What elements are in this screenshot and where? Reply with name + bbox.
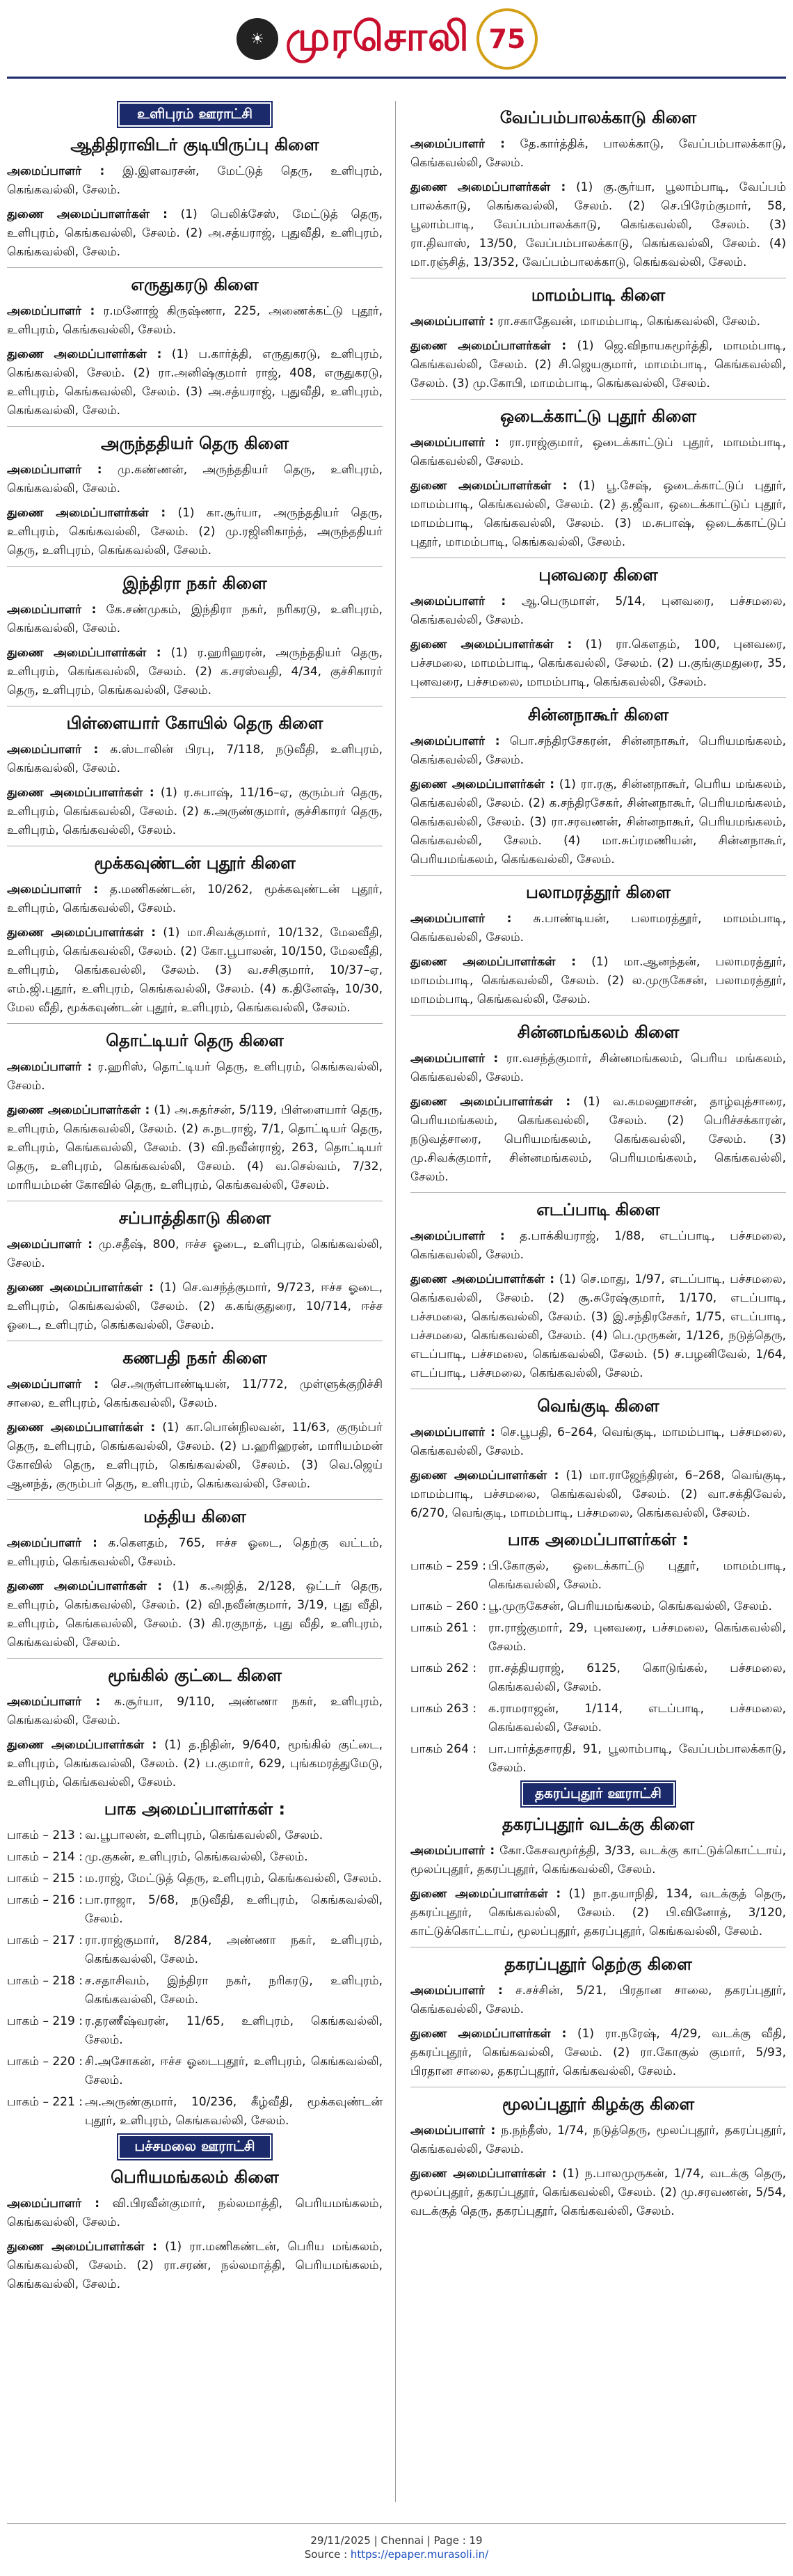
anniversary-badge: 75 — [476, 8, 538, 70]
member-details: ரா.ராஜ்குமார், ஒடைக்காட்டுப் புதூர், மாமம்பாடி, கெங்கவல்லி, சேலம். — [410, 436, 786, 468]
page-footer — [0, 2534, 793, 2561]
article-columns — [7, 101, 786, 2502]
role-label: துணை அமைப்பாளர்கள் : — [410, 1272, 555, 1286]
member-entry — [410, 732, 786, 770]
branch-heading: ஆதிதிராவிடர் குடியிருப்பு கிளை — [70, 135, 319, 155]
role-label: அமைப்பாளர் : — [410, 734, 500, 748]
branch-separator — [7, 1499, 383, 1500]
booth-number: பாகம் – 214 : — [7, 1850, 83, 1864]
panchayat-heading: தகரப்புதூர் ஊராட்சி — [520, 1780, 676, 1808]
masthead — [0, 0, 793, 70]
member-details: (1) ரா.நரேஷ், 4/29, வடக்கு வீதி, தகரப்புதூர், கெங்கவல்லி, சேலம். (2) ரா.கோகுல் குமார், 5/93, பிரதான சாலை, தகரப்புதூர், கெங்கவல்லி, சேலம். — [410, 2027, 786, 2078]
member-details: (1) பெலிக்சேஸ், மேட்டுத் தெரு, உளிபுரம், கெங்கவல்லி, சேலம். (2) அ.சத்யராஜ், புதுவீதி, உளிபுரம், கெங்கவல்லி, சேலம். — [7, 207, 383, 259]
booth-number: பாகம் – 221 : — [7, 2095, 83, 2109]
role-label: துணை அமைப்பாளர்கள் : — [410, 180, 566, 194]
member-entry — [7, 601, 383, 638]
branch-heading: மத்திய கிளை — [143, 1507, 246, 1526]
member-details: (1) ந.பாலமுருகன், 1/74, வடக்கு தெரு, மூலப்புதூர், தகரப்புதூர், கெங்கவல்லி, சேலம். (2) மு.சரவணன், 5/54, வடக்குத் தெரு, தகரப்புதூர், கெங்கவல்லி, சேலம். — [410, 2167, 786, 2218]
header-rule — [7, 77, 786, 79]
role-label: அமைப்பாளர் : — [7, 463, 102, 477]
booth-entry — [7, 1826, 383, 1845]
member-details: (1) க.அஜித், 2/128, ஒட்டர் தெரு, உளிபுரம், கெங்கவல்லி, சேலம். (2) வி.நவீன்குமார், 3/19, புது வீதி, உளிபுரம், கெங்கவல்லி, சேலம். (3) கி.ரகுநாத், புது வீதி, உளிபுரம், கெங்கவல்லி, சேலம். — [7, 1579, 383, 1650]
member-details: பொ.சந்திரசேகரன், சின்னநாகூர், பெரியமங்கலம், கெங்கவல்லி, சேலம். — [410, 734, 786, 767]
member-details: கே.சண்முகம், இந்திரா நகர், நரிகரடு, உளிபுரம், கெங்கவல்லி, சேலம். — [7, 603, 383, 635]
member-entry — [410, 1093, 786, 1187]
role-label: அமைப்பாளர் : — [410, 1229, 505, 1243]
member-entry — [410, 592, 786, 630]
member-details: (1) த.நிதின், 9/640, மூங்கில் குட்டை, உளிபுரம், கெங்கவல்லி, சேலம். (2) ப.குமார், 629, புங்கமரத்துமேடு, உளிபுரம், கெங்கவல்லி, சேலம். — [7, 1738, 383, 1789]
role-label: அமைப்பாளர் : — [7, 603, 97, 617]
branch-heading: மூக்கவுண்டன் புதூர் கிளை — [94, 853, 296, 873]
booth-entry — [7, 2053, 383, 2090]
role-label: அமைப்பாளர் : — [7, 2197, 100, 2211]
member-entry — [7, 205, 383, 262]
member-details: (1) மா.ராஜேந்திரன், 6–268, வெங்குடி, மாமம்பாடி, பச்சமலை, கெங்கவல்லி, சேலம். (2) வா.சக்திவேல், 6/270, வெங்குடி, மாமம்பாடி, பச்சமலை, கெங்கவல்லி, சேலம். — [410, 1469, 786, 1520]
branch-heading: தகரப்புதூர் தெற்கு கிளை — [504, 1954, 692, 1974]
newspaper-title: முரசொலி — [285, 13, 470, 60]
branch-separator — [7, 1658, 383, 1659]
branch-heading: எருதுகரடு கிளை — [131, 275, 259, 294]
branch-heading: எடப்பாடி கிளை — [536, 1200, 660, 1219]
role-label: அமைப்பாளர் : — [7, 1536, 97, 1550]
branch-heading: பாக அமைப்பாளர்கள் : — [507, 1530, 689, 1549]
booth-entry — [7, 1891, 383, 1929]
member-details: (1) செ.வசந்த்குமார், 9/723, ஈச்ச ஓடை, உளிபுரம், கெங்கவல்லி, சேலம். (2) க.கங்குதுரை, 10/714, ஈச்ச ஓடை, உளிபுரம், கெங்கவல்லி, சேலம். — [7, 1281, 383, 1332]
member-entry — [410, 178, 786, 272]
member-details: (1) ரா.ரகு, சின்னநாகூர், பெரிய மங்கலம், கெங்கவல்லி, சேலம். (2) க.சந்திரசேகர், சின்னநாகூர், பெரியமங்கலம், கெங்கவல்லி, சேலம். (3) ரா.சரவணன், சின்னநாகூர், பெரியமங்கலம், கெங்கவல்லி, சேலம். (4) மா.சுப்ரமணியன், சின்னநாகூர், பெரியமங்கலம், கெங்கவல்லி, சேலம். — [410, 777, 786, 867]
branch-heading: வெங்குடி கிளை — [537, 1396, 659, 1416]
member-entry — [7, 784, 383, 840]
panchayat-heading: உளிபுரம் ஊராட்சி — [117, 101, 273, 128]
member-details: ரா.வசந்த்குமார், சின்னமங்கலம், பெரிய மங்கலம், கெங்கவல்லி, சேலம். — [410, 1052, 786, 1084]
booth-number: பாகம் – 218 : — [7, 1974, 83, 1988]
booth-entry — [7, 2093, 383, 2131]
role-label: அமைப்பாளர் : — [7, 1695, 101, 1709]
member-details: க.கௌதம், 765, ஈச்ச ஓடை, தெற்கு வட்டம், உளிபுரம், கெங்கவல்லி, சேலம். — [7, 1536, 383, 1569]
role-label: அமைப்பாளர் : — [410, 594, 506, 608]
booth-entry — [410, 1700, 786, 1737]
member-entry — [7, 345, 383, 420]
booth-entry — [7, 1848, 383, 1867]
role-label: அமைப்பாளர் : — [7, 1060, 93, 1074]
member-entry — [7, 1419, 383, 1494]
member-entry — [410, 775, 786, 869]
role-label: துணை அமைப்பாளர்கள் : — [7, 2240, 157, 2254]
panchayat-heading: பச்சமலை ஊராட்சி — [117, 2133, 273, 2160]
member-entry — [410, 1467, 786, 1523]
branch-heading: சப்பாத்திகாடு கிளை — [118, 1208, 271, 1228]
branch-heading: பாக அமைப்பாளர்கள் : — [104, 1799, 286, 1819]
member-details: ர.மனோஜ் கிருஷ்ணா, 225, அணைக்கட்டு புதூர், உளிபுரம், கெங்கவல்லி, சேலம். — [7, 304, 383, 337]
member-entry — [7, 2238, 383, 2294]
branch-separator — [7, 267, 383, 268]
footer-source-label: Source : — [304, 2548, 351, 2561]
booth-entry — [410, 1740, 786, 1778]
role-label: துணை அமைப்பாளர்கள் : — [7, 1579, 163, 1593]
role-label: துணை அமைப்பாளர்கள் : — [410, 1887, 561, 1901]
role-label: துணை அமைப்பாளர்கள் : — [7, 207, 168, 221]
member-entry — [410, 1227, 786, 1265]
member-entry — [7, 1058, 383, 1096]
role-label: அமைப்பாளர் : — [410, 1425, 495, 1439]
masthead-logo — [237, 8, 538, 70]
member-entry — [410, 337, 786, 393]
booth-entry — [410, 1597, 786, 1616]
member-entry — [7, 1693, 383, 1730]
booth-organiser: மு.குகன், உளிபுரம், கெங்கவல்லி, சேலம். — [85, 1850, 308, 1864]
role-label: துணை அமைப்பாளர்கள் : — [410, 638, 572, 651]
branch-separator — [410, 875, 786, 876]
member-details: கோ.கேசவமூர்த்தி, 3/33, வடக்கு காட்டுக்கொட்டாய், மூலப்புதூர், தகரப்புதூர், கெங்கவல்லி, சேலம். — [410, 1844, 786, 1876]
member-entry — [7, 461, 383, 498]
role-label: துணை அமைப்பாளர்கள் : — [7, 1281, 154, 1295]
branch-separator — [410, 399, 786, 400]
branch-heading: அருந்ததியர் தெரு கிளை — [100, 434, 289, 453]
booth-organiser: ரா.ராஜ்குமார், 8/284, அண்ணா நகர், உளிபுரம், கெங்கவல்லி, சேலம். — [85, 1934, 383, 1966]
role-label: துணை அமைப்பாளர்கள் : — [7, 926, 157, 940]
booth-organiser: பா.ராஜா, 5/68, நடுவீதி, உளிபுரம், கெங்கவல்லி, சேலம். — [85, 1893, 383, 1926]
member-entry — [410, 2165, 786, 2221]
member-entry — [7, 1736, 383, 1792]
member-entry — [410, 1270, 786, 1383]
role-label: துணை அமைப்பாளர்கள் : — [7, 1738, 157, 1752]
member-details: ஆ.பெருமாள், 5/14, புனவரை, பச்சமலை, கெங்கவல்லி, சேலம். — [410, 594, 786, 627]
role-label: துணை அமைப்பாளர்கள் : — [410, 1095, 571, 1109]
member-details: க.ஸ்டாலின் பிரபு, 7/118, நடுவீதி, உளிபுரம், கெங்கவல்லி, சேலம். — [7, 743, 383, 775]
booth-entry — [7, 1870, 383, 1888]
booth-number: பாகம் – 219 : — [7, 2014, 83, 2028]
member-details: (1) ர.சுபாஷ், 11/16–ஏ, குரும்பர் தெரு, உளிபுரம், கெங்கவல்லி, சேலம். (2) க.அருண்குமார், குச்சிகாரர் தெரு, உளிபுரம், கெங்கவல்லி, சேலம். — [7, 786, 383, 837]
member-details: தே.கார்த்திக், பாலக்காடு, வேப்பம்பாலக்காடு, கெங்கவல்லி, சேலம். — [410, 137, 786, 170]
column-divider — [395, 101, 396, 2502]
role-label: துணை அமைப்பாளர்கள் : — [7, 1421, 156, 1435]
member-details: (1) ர.ஹரிஹரன், அருந்ததியர் தெரு, உளிபுரம், கெங்கவல்லி, சேலம். (2) க.சரஸ்வதி, 4/34, குச்சிகாரர் தெரு, உளிபுரம், கெங்கவல்லி, சேலம். — [7, 646, 383, 697]
booth-number: பாகம் 264 : — [410, 1742, 477, 1756]
role-label: அமைப்பாளர் : — [410, 912, 512, 926]
role-label: துணை அமைப்பாளர்கள் : — [410, 479, 568, 493]
role-label: அமைப்பாளர் : — [7, 1377, 99, 1391]
member-details: மு.சதீஷ், 800, ஈச்ச ஓடை, உளிபுரம், கெங்கவல்லி, சேலம். — [7, 1238, 383, 1270]
member-details: (1) கா.சூர்யா, அருந்ததியர் தெரு, உளிபுரம், கெங்கவல்லி, சேலம். (2) மு.ரஜினிகாந்த், அருந்ததியர் தெரு, உளிபுரம், கெங்கவல்லி, சேலம். — [7, 506, 383, 558]
branch-separator — [7, 426, 383, 427]
branch-separator — [7, 566, 383, 567]
branch-heading: தொட்டியர் தெரு கிளை — [106, 1031, 284, 1050]
role-label: அமைப்பாளர் : — [7, 883, 99, 896]
member-details: (1) செ.மாது, 1/97, எடப்பாடி, பச்சமலை, கெங்கவல்லி, சேலம். (2) சூ.சுரேஷ்குமார், 1/170, எடப்பாடி, பச்சமலை, கெங்கவல்லி, சேலம். (3) இ.சந்திரசேகர், 1/75, எடப்பாடி, பச்சமலை, கெங்கவல்லி, சேலம். (4) பெ.முருகன், 1/126, நடுத்தெரு, எடப்பாடி, பச்சமலை, கெங்கவல்லி, சேலம். (5) ச.பழனிவேல், 1/64, எடப்பாடி, பச்சமலை, கெங்கவல்லி, சேலம். — [410, 1272, 786, 1380]
branch-heading: பிள்ளையார் கோயில் தெரு கிளை — [66, 713, 323, 733]
booth-entry — [410, 1619, 786, 1657]
booth-entry — [410, 1659, 786, 1697]
member-entry — [410, 953, 786, 1009]
right-column — [410, 101, 786, 2502]
role-label: அமைப்பாளர் : — [410, 436, 499, 450]
booth-organiser: அ.அருண்குமார், 10/236, கீழ்வீதி, மூக்கவுண்டன் புதூர், உளிபுரம், கெங்கவல்லி, சேலம். — [85, 2095, 383, 2128]
booth-organiser: பா.பார்த்தசாரதி, 91, பூலாம்பாடி, வேப்பம்பாலக்காடு, சேலம். — [488, 1742, 786, 1775]
role-label: துணை அமைப்பாளர்கள் : — [7, 506, 166, 520]
role-label: அமைப்பாளர் : — [7, 1238, 93, 1251]
member-details: வி.பிரவீன்குமார், நல்லமாத்தி, பெரியமங்கலம், கெங்கவல்லி, சேலம். — [7, 2197, 383, 2229]
branch-heading: கணபதி நகர் கிளை — [122, 1348, 267, 1368]
role-label: துணை அமைப்பாளர்கள் : — [7, 1103, 150, 1117]
member-details: (1) ரா.கௌதம், 100, புனவரை, பச்சமலை, மாமம்பாடி, கெங்கவல்லி, சேலம். (2) ப.குங்குமதுரை, 35, புனவரை, பச்சமலை, மாமம்பாடி, கெங்கவல்லி, சேலம். — [410, 638, 786, 689]
booth-organiser: ரா.சத்தியராஜ், 6125, கொடுங்கல், பச்சமலை, கெங்கவல்லி, சேலம். — [488, 1661, 786, 1694]
member-details: (1) ப.கார்த்தி, எருதுகரடு, உளிபுரம், கெங்கவல்லி, சேலம். (2) ரா.அனிஷ்குமார் ராஜ், 408, எருதுகரடு, உளிபுரம், கெங்கவல்லி, சேலம். (3) அ.சத்யராஜ், புதுவீதி, உளிபுரம், கெங்கவல்லி, சேலம். — [7, 347, 383, 418]
member-details: (1) கா.பொன்நிலவன், 11/63, குரும்பர் தெரு, உளிபுரம், கெங்கவல்லி, சேலம். (2) ப.ஹரிஹரன், மாரியம்மன் கோவில் தெரு, உளிபுரம், கெங்கவல்லி, சேலம். (3) வெ.ஜெய் ஆனந்த், குரும்பர் தெரு, உளிபுரம், கெங்கவல்லி, சேலம். — [7, 1421, 383, 1491]
member-entry — [7, 880, 383, 918]
branch-heading: பலாமரத்தூர் கிளை — [526, 883, 671, 902]
branch-heading: மூலப்புதூர் கிழக்கு கிளை — [502, 2094, 695, 2114]
branch-heading: ஒடைக்காட்டு புதூர் கிளை — [499, 406, 697, 426]
role-label: துணை அமைப்பாளர்கள் : — [410, 777, 555, 791]
booth-organiser: ம.ராஜ், மேட்டுத் தெரு, உளிபுரம், கெங்கவல்லி, சேலம். — [85, 1872, 382, 1886]
booth-number: பாகம் – 213 : — [7, 1828, 83, 1842]
booth-number: பாகம் – 217 : — [7, 1934, 83, 1947]
booth-number: பாகம் 263 : — [410, 1702, 477, 1716]
branch-separator — [410, 1015, 786, 1016]
booth-organiser: பூ.முருகேசன், பெரியமங்கலம், கெங்கவல்லி, சேலம். — [488, 1599, 772, 1613]
member-entry — [7, 162, 383, 200]
branch-separator — [410, 697, 786, 698]
booth-organiser: வ.பூபாலன், உளிபுரம், கெங்கவல்லி, சேலம். — [85, 1828, 323, 1842]
branch-separator — [7, 1023, 383, 1024]
source-link[interactable]: https://epaper.murasoli.in/ — [350, 2548, 489, 2561]
role-label: அமைப்பாளர் : — [7, 304, 95, 318]
member-entry — [410, 477, 786, 552]
member-entry — [410, 1423, 786, 1461]
booth-number: பாகம் 261 : — [410, 1621, 477, 1635]
booth-number: பாகம் – 259 : — [410, 1559, 486, 1573]
member-entry — [410, 1982, 786, 2019]
booth-entry — [7, 2012, 383, 2050]
role-label: துணை அமைப்பாளர்கள் : — [410, 2027, 567, 2041]
role-label: அமைப்பாளர் : — [410, 1844, 495, 1858]
member-entry — [7, 2195, 383, 2232]
branch-heading: சின்னநாகூர் கிளை — [527, 705, 669, 725]
branch-heading: சின்னமங்கலம் கிளை — [517, 1022, 680, 1042]
member-entry — [7, 924, 383, 1018]
footer-source-line — [0, 2547, 793, 2561]
member-entry — [410, 1050, 786, 1087]
member-details: ந.நந்தீஸ், 1/74, நடுத்தெரு, மூலப்புதூர், தகரப்புதூர், கெங்கவல்லி, சேலம். — [410, 2124, 786, 2156]
booth-organiser: சி.அசோகன், ஈச்ச ஓடைபுதூர், உளிபுரம், கெங்கவல்லி, சேலம். — [85, 2055, 383, 2087]
role-label: அமைப்பாளர் : — [410, 315, 494, 329]
booth-entry — [7, 1972, 383, 2009]
role-label: அமைப்பாளர் : — [7, 743, 99, 757]
role-label: அமைப்பாளர் : — [410, 137, 505, 151]
branch-heading: வேப்பம்பாலக்காடு கிளை — [499, 108, 697, 127]
member-details: சு.பாண்டியன், பலாமரத்தூர், மாமம்பாடி, கெங்கவல்லி, சேலம். — [410, 912, 786, 945]
booth-organiser: ரா.ராஜ்குமார், 29, புனவரை, பச்சமலை, கெங்கவல்லி, சேலம். — [488, 1621, 786, 1654]
role-label: துணை அமைப்பாளர்கள் : — [7, 646, 161, 660]
rising-sun-icon: ☀ — [237, 18, 278, 60]
member-details: ச.சச்சின், 5/21, பிரதான சாலை, தகரப்புதூர், கெங்கவல்லி, சேலம். — [410, 1984, 786, 2016]
booth-number: பாகம் – 215 : — [7, 1872, 83, 1886]
member-entry — [410, 2025, 786, 2081]
member-details: செ.பூபதி, 6–264, வெங்குடி, மாமம்பாடி, பச்சமலை, கெங்கவல்லி, சேலம். — [410, 1425, 786, 1458]
member-details: (1) மா.சிவக்குமார், 10/132, மேலவீதி, உளிபுரம், கெங்கவல்லி, சேலம். (2) கோ.பூபாலன், 10/150, மேலவீதி, உளிபுரம், கெங்கவல்லி, சேலம். (3) வ.சசிகுமார், 10/37–ஏ, எம்.ஜி.புதூர், உளிபுரம், கெங்கவல்லி, சேலம். (4) க.தினேஷ், 10/30, மேல வீதி, மூக்கவுண்டன் புதூர், உளிபுரம், கெங்கவல்லி, சேலம். — [7, 926, 383, 1015]
branch-heading: பெரியமங்கலம் கிளை — [111, 2167, 279, 2187]
footer-date-line: 29/11/2025 | Chennai | Page : 19 — [310, 2534, 483, 2547]
role-label: துணை அமைப்பாளர்கள் : — [7, 347, 162, 361]
member-details: ரா.சகாதேவன், மாமம்பாடி, கெங்கவல்லி, சேலம். — [497, 315, 760, 329]
member-details: (1) நா.தயாநிதி, 134, வடக்குத் தெரு, தகரப்புதூர், கெங்கவல்லி, சேலம். (2) பி.வினோத், 3/120, காட்டுக்கொட்டாய், மூலப்புதூர், தகரப்புதூர், கெங்கவல்லி, சேலம். — [410, 1887, 786, 1938]
role-label: துணை அமைப்பாளர்கள் : — [410, 339, 567, 353]
member-details: த.பாக்கியராஜ், 1/88, எடப்பாடி, பச்சமலை, கெங்கவல்லி, சேலம். — [410, 1229, 786, 1262]
booth-number: பாகம் – 260 : — [410, 1599, 486, 1613]
booth-entry — [410, 1557, 786, 1595]
member-details: (1) அ.சுதர்சன், 5/119, பிள்ளையார் தெரு, உளிபுரம், கெங்கவல்லி, சேலம். (2) சு.நடராஜ், 7/1, தொட்டியர் தெரு, உளிபுரம், கெங்கவல்லி, சேலம். (3) வி.நவீன்ராஜ், 263, தொட்டியர் தெரு, உளிபுரம், கெங்கவல்லி, சேலம். (4) வ.செல்வம், 7/32, மாரியம்மன் கோவில் தெரு, உளிபுரம், கெங்கவல்லி, சேலம். — [7, 1103, 383, 1192]
member-entry — [7, 302, 383, 340]
member-entry — [7, 1577, 383, 1652]
member-entry — [7, 1101, 383, 1195]
member-details: (1) வ.கமலஹாசன், தாழ்வுத்சாரை, பெரியமங்கலம், கெங்கவல்லி, சேலம். (2) பெரிச்சக்காரன், நடுவத்சாரை, பெரியமங்கலம், கெங்கவல்லி, சேலம். (3) மு.சிவக்குமார், சின்னமங்கலம், பெரியமங்கலம், கெங்கவல்லி, சேலம். — [410, 1095, 786, 1184]
member-details: செ.அருள்பாண்டியன், 11/772, முள்ளுக்குறிச்சி சாலை, உளிபுரம், கெங்கவல்லி, சேலம். — [7, 1377, 383, 1410]
member-details: த.மணிகண்டன், 10/262, மூக்கவுண்டன் புதூர், உளிபுரம், கெங்கவல்லி, சேலம். — [7, 883, 383, 915]
member-details: இ.இளவரசன், மேட்டுத் தெரு, உளிபுரம், கெங்கவல்லி, சேலம். — [7, 164, 383, 197]
booth-number: பாகம் 262 : — [410, 1661, 477, 1675]
member-entry — [410, 313, 786, 331]
member-entry — [410, 2121, 786, 2159]
member-entry — [7, 1235, 383, 1273]
booth-entry — [7, 1931, 383, 1969]
role-label: அமைப்பாளர் : — [410, 2124, 496, 2138]
role-label: துணை அமைப்பாளர்கள் : — [410, 1469, 559, 1483]
booth-organiser: ர.தரணீஷ்வரன், 11/65, உளிபுரம், கெங்கவல்லி, சேலம். — [85, 2014, 383, 2047]
branch-heading: புனவரை கிளை — [538, 565, 658, 585]
member-entry — [410, 135, 786, 173]
member-details: க.சூர்யா, 9/110, அண்ணா நகர், உளிபுரம், கெங்கவல்லி, சேலம். — [7, 1695, 383, 1728]
branch-heading: இந்திரா நகர் கிளை — [122, 574, 267, 593]
member-entry — [7, 1375, 383, 1413]
member-details: மு.கண்ணன், அருந்ததியர் தெரு, உளிபுரம், கெங்கவல்லி, சேலம். — [7, 463, 383, 496]
left-column — [7, 101, 383, 2502]
branch-heading: தகரப்புதூர் வடக்கு கிளை — [502, 1815, 695, 1834]
booth-number: பாகம் – 216 : — [7, 1893, 83, 1907]
role-label: துணை அமைப்பாளர்கள் : — [410, 2167, 557, 2181]
member-entry — [410, 635, 786, 692]
role-label: அமைப்பாளர் : — [410, 1984, 503, 1998]
member-details: (1) பூ.சேஷ், ஒடைக்காட்டுப் புதூர், மாமம்பாடி, கெங்கவல்லி, சேலம். (2) த.ஜீவா, ஒடைக்காட்டுப் புதூர், மாமம்பாடி, கெங்கவல்லி, சேலம். (3) ம.சுபாஷ், ஒடைக்காட்டுப் புதூர், மாமம்பாடி, கெங்கவல்லி, சேலம். — [410, 479, 786, 549]
member-details: (1) ஜெ.விநாயகமூர்த்தி, மாமம்பாடி, கெங்கவல்லி, சேலம். (2) சி.ஜெயகுமார், மாமம்பாடி, கெங்கவல்லி, சேலம். (3) மு.கோபி, மாமம்பாடி, கெங்கவல்லி, சேலம். — [410, 339, 786, 390]
member-details: (1) மா.ஆனந்தன், பலாமரத்தூர், மாமம்பாடி, கெங்கவல்லி, சேலம். (2) ல.முருகேசன், பலாமரத்தூர், மாமம்பாடி, கெங்கவல்லி, சேலம். — [410, 955, 786, 1006]
booth-number: பாகம் – 220 : — [7, 2055, 83, 2069]
booth-organiser: பி.கோகுல், ஒடைக்காட்டு புதூர், மாமம்பாடி, கெங்கவல்லி, சேலம். — [488, 1559, 786, 1592]
booth-organiser: ச.சதாசிவம், இந்திரா நகர், நரிகரடு, உளிபுரம், கெங்கவல்லி, சேலம். — [85, 1974, 383, 2007]
member-entry — [410, 910, 786, 947]
member-details: (1) ரா.மணிகண்டன், பெரிய மங்கலம், கெங்கவல்லி, சேலம். (2) ரா.சரண், நல்லமாத்தி, பெரியமங்கலம், கெங்கவல்லி, சேலம். — [7, 2240, 383, 2291]
branch-heading: மூங்கில் குட்டை கிளை — [107, 1666, 282, 1685]
member-details: (1) கு.சூர்யா, பூலாம்பாடி, வேப்பம் பாலக்காடு, கெங்கவல்லி, சேலம். (2) செ.பிரேம்குமார், 58, பூலாம்பாடி, வேப்பம்பாலக்காடு, கெங்கவல்லி, சேலம். (3) ரா.திவாஸ், 13/50, வேப்பம்பாலக்காடு, கெங்கவல்லி, சேலம். (4) மா.ரஞ்சித், 13/352, வேப்பம்பாலக்காடு, கெங்கவல்லி, சேலம். — [410, 180, 786, 269]
member-entry — [7, 741, 383, 778]
role-label: அமைப்பாளர் : — [410, 1052, 499, 1066]
role-label: துணை அமைப்பாளர்கள் : — [7, 786, 154, 800]
role-label: துணை அமைப்பாளர்கள் : — [410, 955, 577, 969]
member-entry — [7, 1534, 383, 1572]
branch-separator — [410, 1192, 786, 1193]
member-details: ர.ஹரிஸ், தொட்டியர் தெரு, உளிபுரம், கெங்கவல்லி, சேலம். — [7, 1060, 383, 1093]
member-entry — [410, 434, 786, 471]
member-entry — [7, 504, 383, 560]
branch-heading: மாமம்பாடி கிளை — [531, 285, 666, 305]
role-label: அமைப்பாளர் : — [7, 164, 105, 178]
booth-organiser: க.ராமராஜன், 1/114, எடப்பாடி, பச்சமலை, கெங்கவல்லி, சேலம். — [488, 1702, 786, 1735]
footer-rule — [7, 2523, 786, 2524]
member-entry — [7, 1279, 383, 1335]
member-entry — [410, 1885, 786, 1941]
member-entry — [7, 644, 383, 700]
member-entry — [410, 1842, 786, 1879]
